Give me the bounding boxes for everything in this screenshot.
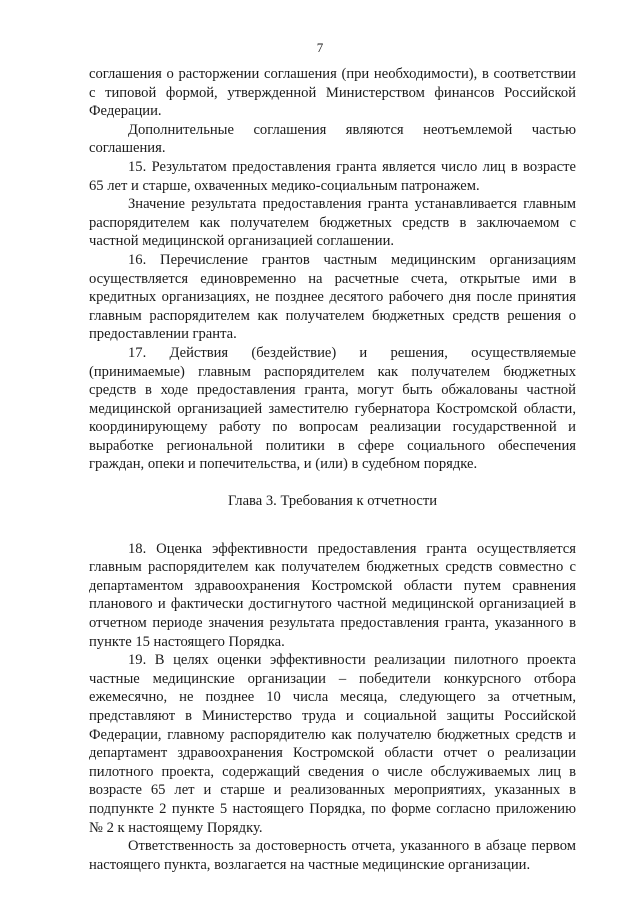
chapter-heading: Глава 3. Требования к отчетности (227, 493, 438, 510)
paragraph-18: 18. Оценка эффективности предоставления гранта осуществляется главным распорядителем как получателем бюджетных средств совместно с департаментом здравоохранения Костромской области путем сравнения планового и фактически достигнутого частной медицинской организацией в отчетном периоде значения результата предоставления гранта, указанного в пункте 15 настоящего Порядка. (89, 540, 576, 650)
paragraph-17: 17. Действия (бездействие) и решения, осуществляемые (принимаемые) главным распорядителем как получателем бюджетных средств в ходе предоставления гранта, могут быть обжалованы частной медицинской организацией заместителю губернатора Костромской области, координирующему работу по вопросам реализации государственной и выработке региональной политики в сфере социального обеспечения граждан, опеки и попечительства, и (или) в судебном порядке. (89, 344, 576, 473)
paragraph-continuation: соглашения о расторжении соглашения (при необходимости), в соответствии с типовой формой, утвержденной Министерством финансов Российской Федерации. (89, 66, 576, 120)
paragraph-19: 19. В целях оценки эффективности реализации пилотного проекта частные медицинские организации – победители конкурсного отбора ежемесячно, не позднее 10 числа месяца, следующего за отчетным, представляют в Министерство труда и социальной защиты Российской Федерации, главному распорядителю как получателю бюджетных средств и департамент здравоохранения Костромской области отчет о реализации пилотного проекта, содержащий сведения о числе обслуживаемых лиц в возрасте 65 лет и старше и реализованных мероприятиях, указанных в подпункте 2 пункте 5 настоящего Порядка, по форме согласно приложению № 2 к настоящему Порядку. (89, 652, 576, 836)
paragraph-result-value: Значение результата предоставления гранта устанавливается главным распорядителем как получателем бюджетных средств в заключаемом с частной медицинской организацией соглашении. (89, 196, 576, 250)
paragraph-additional-agreements: Дополнительные соглашения являются неотъемлемой частью соглашения. (89, 121, 576, 157)
page-number: 7 (316, 40, 324, 55)
paragraph-16: 16. Перечисление грантов частным медицинским организациям осуществляется единовременно на расчетные счета, открытые ими в кредитных организациях, не позднее десятого рабочего дня после принятия главным распорядителем как получателем бюджетных средств решения о предоставлении гранта. (89, 251, 576, 343)
paragraph-15: 15. Результатом предоставления гранта является число лиц в возрасте 65 лет и старше, охваченных медико-социальным патронажем. (89, 158, 576, 194)
document-body (89, 65, 576, 874)
paragraph-responsibility: Ответственность за достоверность отчета, указанного в абзаце первом настоящего пункта, возлагается на частные медицинские организации. (89, 838, 576, 873)
